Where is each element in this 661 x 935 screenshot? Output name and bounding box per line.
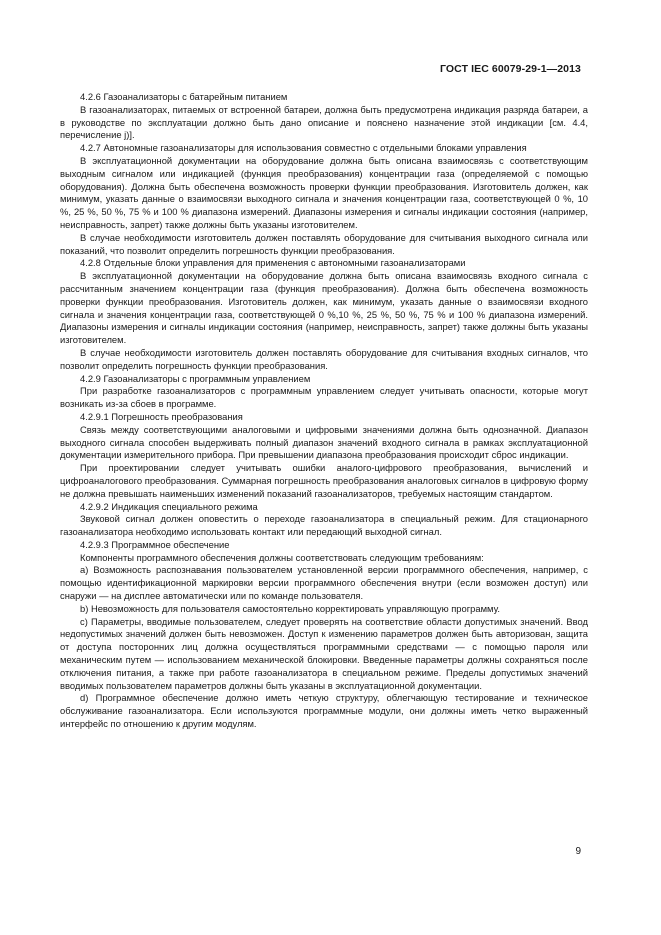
list-item: b) Невозможность для пользователя самостоятельно корректировать управляющую программу. bbox=[80, 602, 500, 614]
paragraph: При разработке газоанализаторов с программным управлением следует учитывать опасности, которые могут возникать из-за сбоев в программе. bbox=[60, 385, 588, 410]
paragraph: Компоненты программного обеспечения должны соответствовать следующим требованиям: bbox=[80, 551, 484, 563]
clause-heading: 4.2.7 Автономные газоанализаторы для использования совместно с отдельными блоками управления bbox=[80, 142, 527, 154]
standard-designation: ГОСТ IEC 60079-29-1—2013 bbox=[439, 63, 581, 75]
document-body bbox=[60, 91, 588, 731]
list-item: c) Параметры, вводимые пользователем, следует проверять на соответствие области допустимых значений. Ввод недопустимых значений должен быть невозможен. Доступ к изменению параметров должен быть авторизован, защита от доступа посторонних лиц должна осуществляться программными средствами — с помощью пароля или механическим путем — использованием механической блокировки. Введенные параметры должны сохраняться после отключения питания, а также при работе газоанализатора в специальном режиме. Пределы допустимых значений вводимых пользователем параметров должны быть указаны в эксплуатационной документации. bbox=[60, 615, 588, 691]
paragraph: В случае необходимости изготовитель должен поставлять оборудование для считывания выходного сигнала или показаний, что позволит определить погрешность функции преобразования. bbox=[60, 231, 588, 256]
list-item: a) Возможность распознавания пользователем установленной версии программного обеспечения, например, с помощью идентификационной маркировки версии программного обеспечения внутри (если возможен доступ) или снаружи — на дисплее автоматически или по команде пользователя. bbox=[60, 564, 588, 602]
paragraph: При проектировании следует учитывать ошибки аналого-цифрового преобразования, вычислений и цифроаналогового преобразования. Суммарная погрешность преобразования аналоговых сигналов в цифровую форму не должна превышать наименьших изменений показаний газоанализаторов, требуемых настоящим стандартом. bbox=[60, 462, 588, 499]
clause-heading: 4.2.9.2 Индикация специального режима bbox=[80, 500, 258, 512]
page-number: 9 bbox=[575, 846, 581, 857]
clause-heading: 4.2.9.3 Программное обеспечение bbox=[80, 538, 230, 550]
paragraph: Звуковой сигнал должен оповестить о переходе газоанализатора в специальный режим. Для стационарного газоанализатора необходимо использовать контакт или передающий выходной сигнал. bbox=[60, 513, 588, 538]
list-item: d) Программное обеспечение должно иметь четкую структуру, облегчающую тестирование и техническое обслуживание газоанализатора. Если используются программные модули, они должны иметь четко выраженный интерфейс по отношению к другим модулям. bbox=[60, 692, 588, 730]
clause-heading: 4.2.9.1 Погрешность преобразования bbox=[80, 410, 243, 422]
clause-heading: 4.2.6 Газоанализаторы с батарейным питанием bbox=[80, 91, 288, 102]
clause-heading: 4.2.8 Отдельные блоки управления для применения с автономными газоанализаторами bbox=[80, 257, 466, 269]
paragraph: В случае необходимости изготовитель должен поставлять оборудование для считывания входных сигналов, что позволит определить погрешность функции преобразования. bbox=[60, 346, 588, 371]
clause-heading: 4.2.9 Газоанализаторы с программным управлением bbox=[80, 372, 311, 384]
paragraph: В газоанализаторах, питаемых от встроенной батареи, должна быть предусмотрена индикация разряда батареи, а в руководстве по эксплуатации должно быть дано описание и пояснено назначение этой индикации [см. 4.4, перечисление j)]. bbox=[60, 103, 588, 141]
paragraph: В эксплуатационной документации на оборудование должна быть описана взаимосвязь входного сигнала с рассчитанным значением концентрации газа (функция преобразования). Должна быть обеспечена возможность проверки функции преобразования. Изготовитель должен, как минимум, указать данные о взаимосвязи входного сигнала и значения концентрации газа, соответствующей 0 %,10 %, 25 %, 50 %, 75 % и 100 % диапазона измерений. Диапазоны измерения и сигналы индикации состояния (например, неисправность, запрет) также должны быть указаны изготовителем. bbox=[60, 270, 588, 346]
paragraph: В эксплуатационной документации на оборудование должна быть описана взаимосвязь с соответствующим выходным сигналом или индикацией (функция преобразования) концентрации газа (определяемой с помощью оборудования). Должна быть обеспечена возможность проверки функции преобразования. Изготовитель должен, как минимум, указать данные о взаимосвязи выходного сигнала и значения концентрации газа, соответствующей 0 %, 10 %, 25 %, 50 %, 75 % и 100 % диапазона измерений. Диапазоны измерения и сигналы индикации состояния (например, неисправность, запрет) также должны быть указаны изготовителем. bbox=[60, 154, 588, 230]
paragraph: Связь между соответствующими аналоговыми и цифровыми значениями должна быть однозначной. Диапазон выходного сигнала способен выдерживать полный диапазон значений входного сигнала в рамках эксплуатационной документации измерительного прибора. При превышении диапазона преобразования происходит сброс индикации. bbox=[60, 423, 588, 461]
